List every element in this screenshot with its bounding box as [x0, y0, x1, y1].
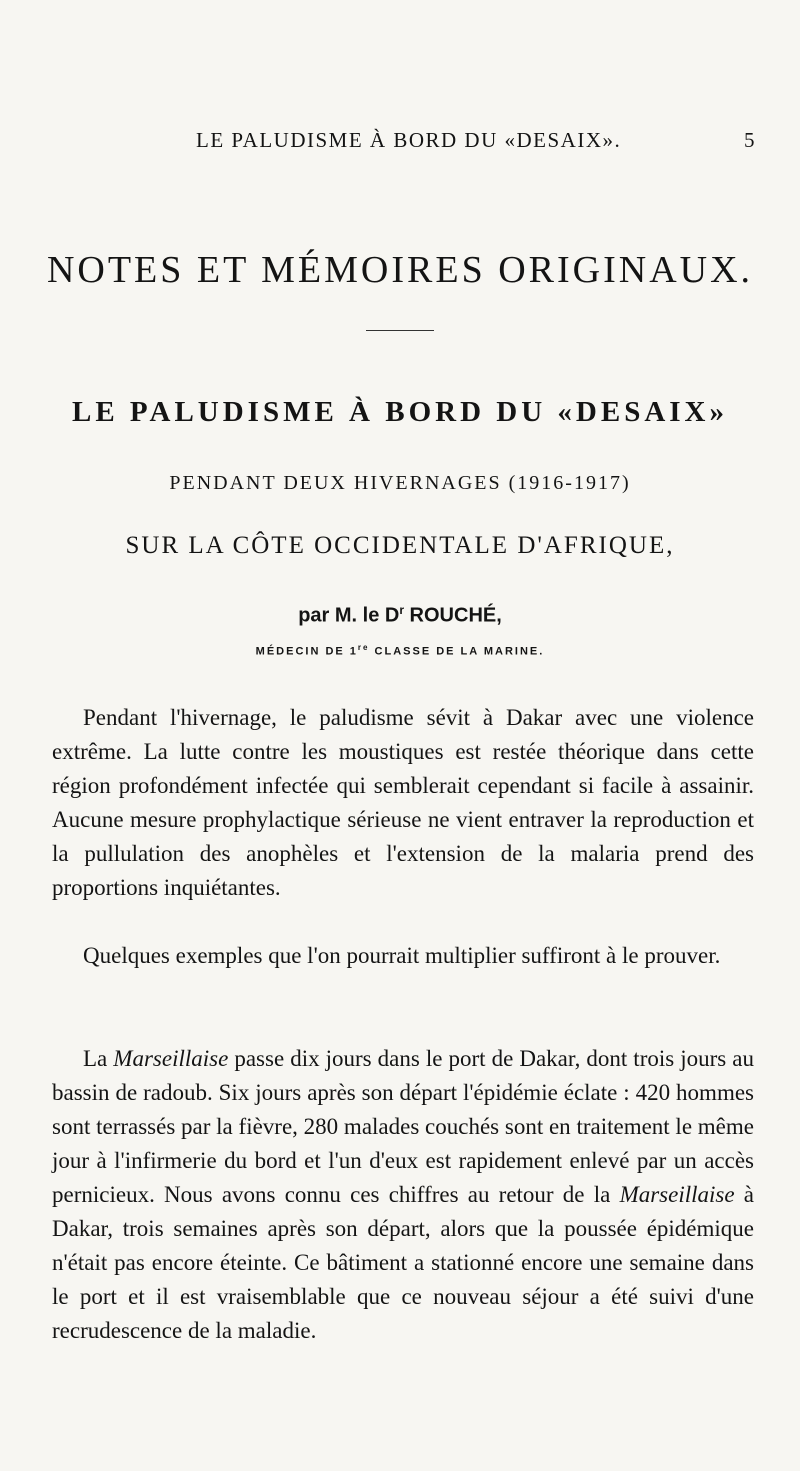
paragraph-3-text-c: à Dakar, trois semaines après son départ, alors que la poussée épidémique n'était pas encore éteinte. Ce bâtiment a stationné encore une semaine dans le port et il est vraisemblable que ce nouveau séjour a été suivi d'une recrudescence de la maladie. — [52, 1182, 754, 1343]
article-subtitle-location: SUR LA CÔTE OCCIDENTALE D'AFRIQUE, — [125, 532, 675, 559]
affiliation-suffix: CLASSE DE LA MARINE. — [369, 645, 545, 658]
page-number: 5 — [744, 128, 755, 152]
ship-name-italic: Marseillaise — [619, 1182, 735, 1207]
author-name: ROUCHÉ, — [404, 604, 502, 627]
body-paragraph-2: Quelques exemples que l'on pourrait multiplier suffiront à le prouver. — [83, 943, 721, 968]
running-title: LE PALUDISME À BORD DU «DESAIX». — [196, 128, 622, 152]
ship-name-italic: Marseillaise — [113, 1046, 229, 1071]
affiliation-superscript: re — [357, 643, 370, 652]
byline-prefix: par M. le D — [298, 604, 400, 627]
body-paragraph-1: Pendant l'hivernage, le paludisme sévit à Dakar avec une violence extrême. La lutte contre les moustiques est restée théorique dans cette région profondément infectée qui semblerait cependant si facile à assainir. Aucune mesure prophylactique sérieuse ne vient entraver la reproduction et la pullulation des anophèles et l'extension de la malaria prend des proportions inquiétantes. — [52, 705, 754, 900]
section-title: NOTES ET MÉMOIRES ORIGINAUX. — [46, 249, 754, 291]
paragraph-3-text-a: La — [83, 1046, 114, 1071]
article-title: LE PALUDISME À BORD DU «DESAIX» — [72, 396, 728, 428]
running-header — [0, 128, 800, 158]
body-paragraph-3 — [52, 1042, 754, 1348]
title-divider — [366, 330, 434, 331]
affiliation-prefix: MÉDECIN DE 1 — [255, 645, 358, 658]
author-byline — [0, 603, 800, 628]
author-affiliation — [0, 643, 800, 658]
paragraph-3-text-b: passe dix jours dans le port de Dakar, dont trois jours au bassin de radoub. Six jours après son départ l'épidémie éclate : 420 hommes sont terrassés par la fièvre, 280 malades couchés sont en traitement le même jour à l'infirmerie du bord et l'un d'eux est rapidement enlevé par un accès pernicieux. Nous avons connu ces chiffres au retour de la — [52, 1046, 754, 1207]
byline-superscript: r — [399, 603, 404, 617]
article-subtitle-dates: PENDANT DEUX HIVERNAGES (1916-1917) — [169, 472, 631, 494]
